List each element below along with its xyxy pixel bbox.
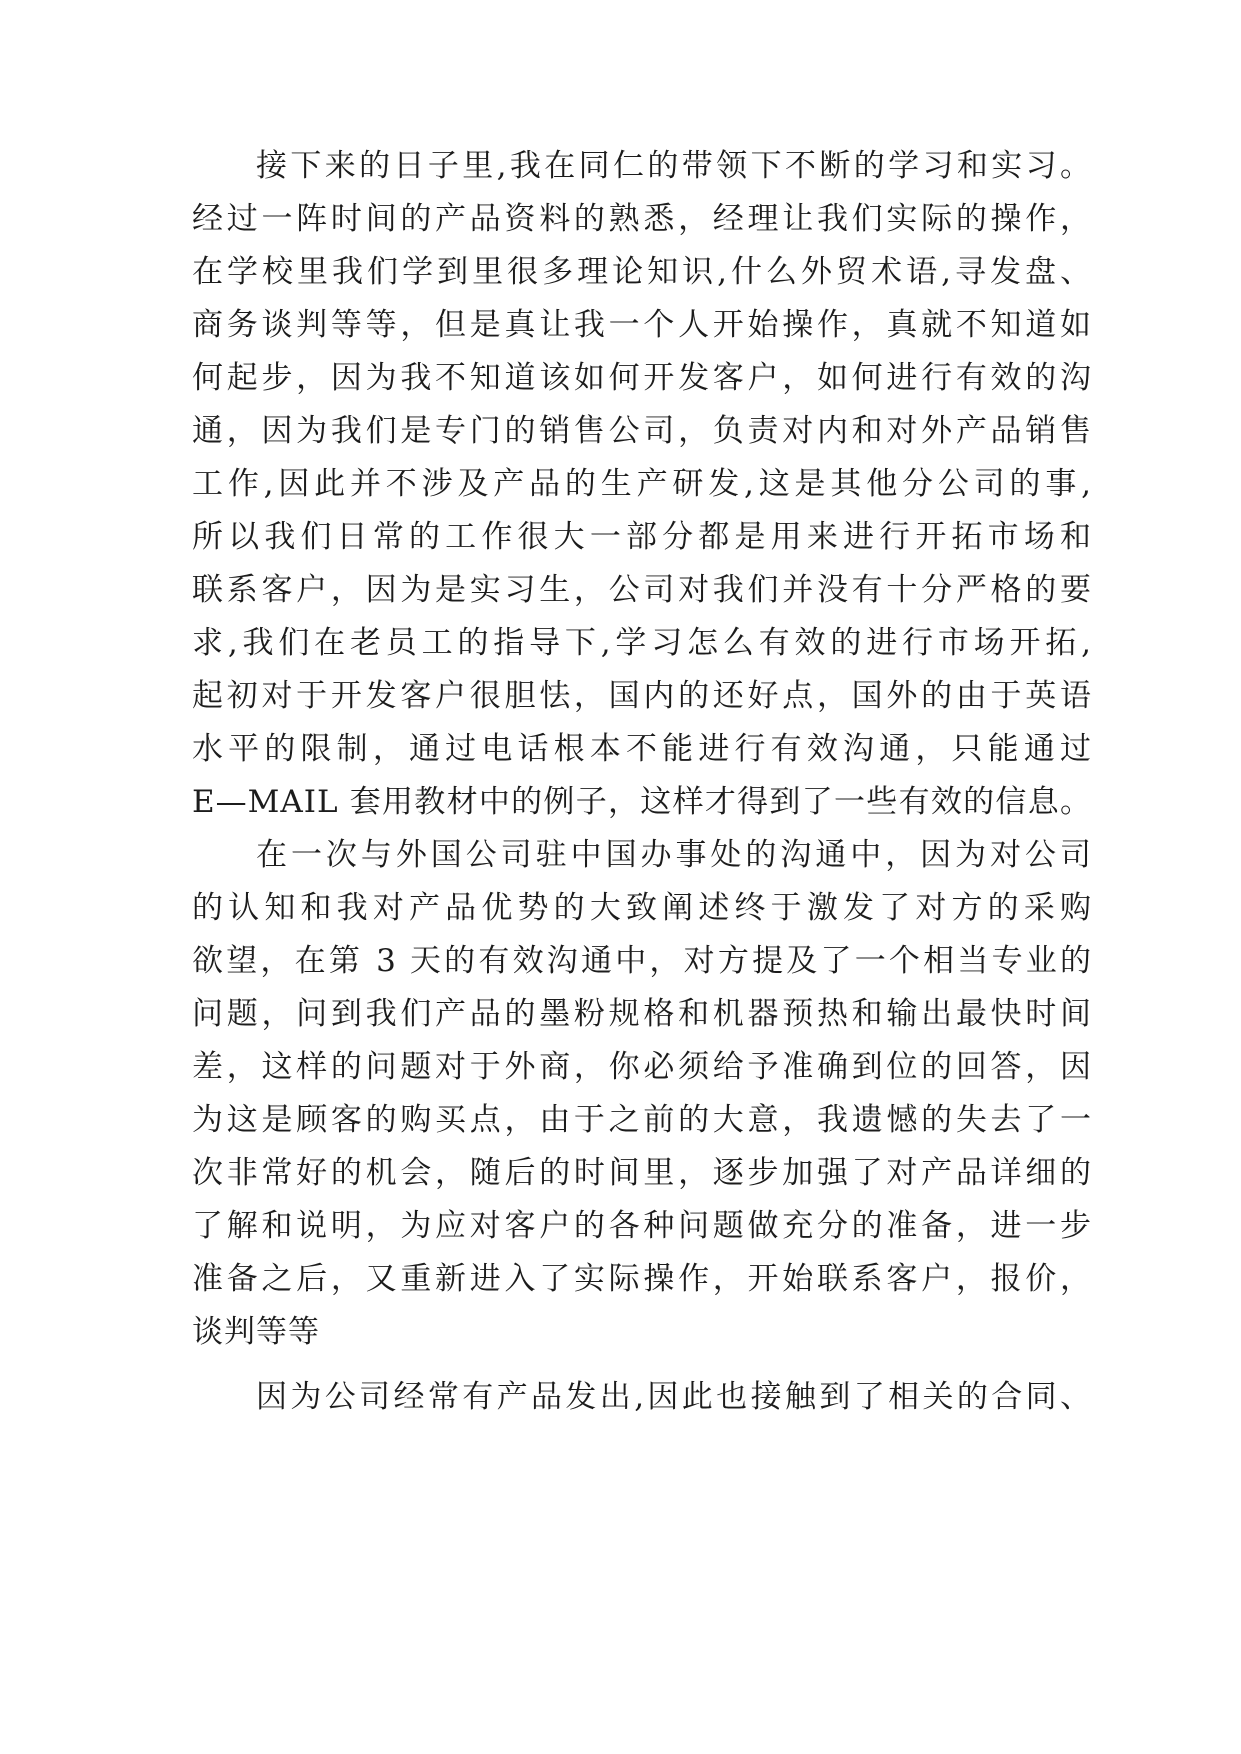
paragraph-2-line-8: 了解和说明，为应对客户的各种问题做充分的准备，进一步: [192, 1208, 1092, 1244]
paragraph-1-line-9: 联系客户，因为是实习生，公司对我们并没有十分严格的要: [192, 572, 1092, 608]
paragraph-1-line-6: 通，因为我们是专门的销售公司，负责对内和对外产品销售: [192, 413, 1092, 449]
paragraph-1-line-12: 水平的限制，通过电话根本不能进行有效沟通，只能通过: [192, 731, 1092, 767]
paragraph-2-line-6: 为这是顾客的购买点，由于之前的大意，我遗憾的失去了一: [192, 1102, 1092, 1138]
paragraph-1-line-1: 接下来的日子里,我在同仁的带领下不断的学习和实习。: [256, 148, 1092, 184]
paragraph-2-line-10: 谈判等等: [192, 1314, 320, 1350]
paragraph-1-line-10: 求,我们在老员工的指导下,学习怎么有效的进行市场开拓,: [192, 625, 1092, 661]
paragraph-2-line-7: 次非常好的机会，随后的时间里，逐步加强了对产品详细的: [192, 1155, 1092, 1191]
paragraph-2-line-4: 问题，问到我们产品的墨粉规格和机器预热和输出最快时间: [192, 996, 1092, 1032]
paragraph-1-line-11: 起初对于开发客户很胆怯，国内的还好点，国外的由于英语: [192, 678, 1092, 714]
paragraph-1-line-5: 何起步，因为我不知道该如何开发客户，如何进行有效的沟: [192, 360, 1092, 396]
paragraph-1-line-2: 经过一阵时间的产品资料的熟悉，经理让我们实际的操作，: [192, 201, 1092, 237]
paragraph-2-line-5: 差，这样的问题对于外商，你必须给予准确到位的回答，因: [192, 1049, 1092, 1085]
paragraph-2-line-3: 欲望，在第 3 天的有效沟通中，对方提及了一个相当专业的: [192, 943, 1092, 979]
paragraph-1-line-7: 工作,因此并不涉及产品的生产研发,这是其他分公司的事,: [192, 466, 1092, 502]
paragraph-1-line-13: E—MAIL 套用教材中的例子，这样才得到了一些有效的信息。: [192, 784, 1092, 820]
paragraph-2-line-9: 准备之后，又重新进入了实际操作，开始联系客户，报价，: [192, 1261, 1092, 1297]
paragraph-3-line-1: 因为公司经常有产品发出,因此也接触到了相关的合同、: [256, 1379, 1092, 1415]
paragraph-2-line-1: 在一次与外国公司驻中国办事处的沟通中，因为对公司: [256, 837, 1092, 873]
paragraph-1-line-3: 在学校里我们学到里很多理论知识,什么外贸术语,寻发盘、: [192, 254, 1092, 290]
paragraph-1-line-8: 所以我们日常的工作很大一部分都是用来进行开拓市场和: [192, 519, 1092, 555]
paragraph-1-line-4: 商务谈判等等，但是真让我一个人开始操作，真就不知道如: [192, 307, 1092, 343]
paragraph-2-line-2: 的认知和我对产品优势的大致阐述终于激发了对方的采购: [192, 890, 1092, 926]
